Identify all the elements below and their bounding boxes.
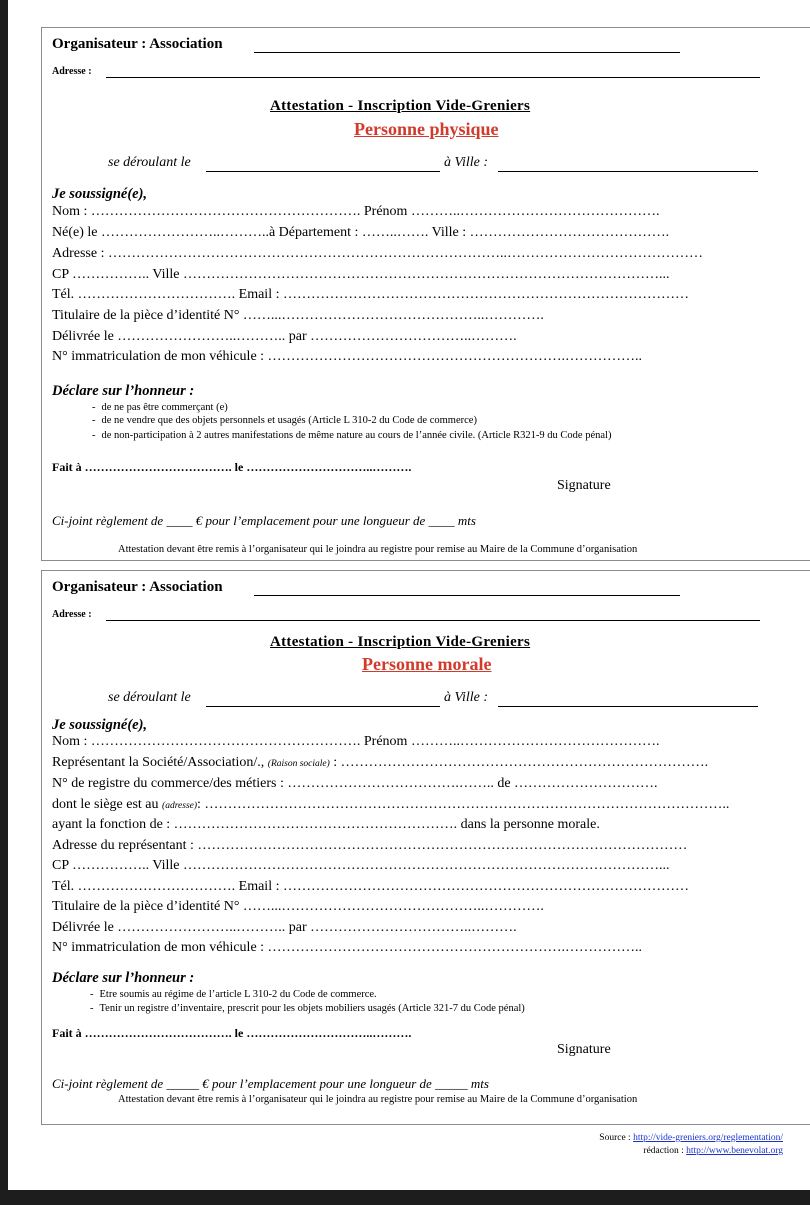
issued-line[interactable]: Délivrée le ……………………..……….. par ……………………………..………. [52, 920, 517, 935]
phone-email-line[interactable]: Tél. ……………………………. Email : …………………………………………………………………………… [52, 287, 689, 302]
form-footer: Attestation devant être remis à l’organisateur qui le joindra au registre pour remise au Maire de la Commune d’organisation [118, 544, 638, 555]
declaration-item: - Etre soumis au régime de l’article L 310-2 du Code de commerce. [90, 989, 377, 1000]
name-line[interactable]: Nom : …………………………………………………. Prénom ………..……………………………………. [52, 204, 660, 219]
address-line[interactable]: Adresse : …………………………………………………………………………..…………………………………… [52, 246, 703, 261]
page-left-edge [0, 0, 8, 1205]
date-blank[interactable] [206, 706, 440, 707]
form-subtitle: Personne morale [362, 654, 492, 674]
payment-line[interactable]: Ci-joint règlement de ____ € pour l’emplacement pour une longueur de ____ mts [52, 513, 476, 528]
signature-label: Signature [557, 1042, 611, 1057]
declare-label: Déclare sur l’honneur : [52, 383, 195, 399]
id-number-line[interactable]: Titulaire de la pièce d’identité N° ……...……………………………………..…………. [52, 308, 544, 323]
declaration-item: - de ne vendre que des objets personnels et usagés (Article L 310-2 du Code de commerce) [92, 415, 477, 426]
city-blank[interactable] [498, 171, 758, 172]
declaration-item: - de ne pas être commerçant (e) [92, 402, 228, 413]
held-on-label: se déroulant le [108, 155, 191, 170]
head-office-line[interactable]: dont le siège est au (adresse): ………………………………………………………………………………………………….. [52, 797, 730, 812]
undersigned-label: Je soussigné(e), [52, 186, 148, 202]
form-personne-physique [41, 27, 810, 561]
city-label: à Ville : [444, 690, 489, 705]
done-at-line[interactable]: Fait à ………………………………. le …………………………..………. [52, 460, 412, 474]
declare-label: Déclare sur l’honneur : [52, 970, 195, 986]
held-on-label: se déroulant le [108, 690, 191, 705]
undersigned-label: Je soussigné(e), [52, 717, 148, 733]
form-personne-morale [41, 570, 810, 1125]
address-blank[interactable] [106, 620, 760, 621]
phone-email-line[interactable]: Tél. ……………………………. Email : …………………………………………………………………………… [52, 879, 689, 894]
declaration-item: - de non-participation à 2 autres manifestations de même nature au cours de l’année civile. (Article R321-9 du Code pénal) [92, 430, 612, 441]
birth-line[interactable]: Né(e) le ……………………..………..à Département : ……..……. Ville : ……………………………………. [52, 225, 670, 240]
form-title: Attestation - Inscription Vide-Greniers [270, 98, 531, 114]
issued-line[interactable]: Délivrée le ……………………..……….. par ……………………………..………. [52, 329, 517, 344]
city-label: à Ville : [444, 155, 489, 170]
source-line: Source : http://vide-greniers.org/reglementation/ [599, 1133, 783, 1143]
source-link[interactable]: http://vide-greniers.org/reglementation/ [633, 1133, 783, 1143]
form-subtitle: Personne physique [354, 119, 499, 139]
organizer-blank[interactable] [254, 52, 680, 53]
id-number-line[interactable]: Titulaire de la pièce d’identité N° ……...……………………………………..…………. [52, 899, 544, 914]
redaction-line: rédaction : http://www.benevolat.org [643, 1146, 783, 1156]
date-blank[interactable] [206, 171, 440, 172]
name-line[interactable]: Nom : …………………………………………………. Prénom ………..……………………………………. [52, 734, 660, 749]
organizer-blank[interactable] [254, 595, 680, 596]
postcode-line[interactable]: CP …………….. Ville …………………………………………………………………………………………... [52, 267, 670, 282]
organizer-label: Organisateur : Association [52, 36, 223, 52]
page-bottom-edge [0, 1190, 810, 1205]
declaration-item: - Tenir un registre d’inventaire, prescrit pour les objets mobiliers usagés (Article 321-7 du Code pénal) [90, 1003, 525, 1014]
city-blank[interactable] [498, 706, 758, 707]
postcode-line[interactable]: CP …………….. Ville …………………………………………………………………………………………... [52, 858, 670, 873]
vehicle-line[interactable]: N° immatriculation de mon véhicule : ……………………………………………………….…………….. [52, 940, 643, 955]
vehicle-line[interactable]: N° immatriculation de mon véhicule : ……………………………………………………….…………….. [52, 349, 643, 364]
organizer-label: Organisateur : Association [52, 579, 223, 595]
trade-register-line[interactable]: N° de registre du commerce/des métiers : ……………………………….…….. de …………………………. [52, 776, 658, 791]
address-label: Adresse : [52, 609, 92, 620]
address-blank[interactable] [106, 77, 760, 78]
signature-label: Signature [557, 478, 611, 493]
form-footer: Attestation devant être remis à l’organisateur qui le joindra au registre pour remise au Maire de la Commune d’organisation [118, 1094, 638, 1105]
rep-address-line[interactable]: Adresse du représentant : …………………………………………………………………………………………… [52, 838, 688, 853]
form-title: Attestation - Inscription Vide-Greniers [270, 634, 531, 650]
redaction-link[interactable]: http://www.benevolat.org [686, 1146, 783, 1156]
done-at-line[interactable]: Fait à ………………………………. le …………………………..………. [52, 1026, 412, 1040]
function-line[interactable]: ayant la fonction de : ……………………………………………………. dans la personne morale. [52, 817, 600, 832]
representing-line[interactable]: Représentant la Société/Association/., (Raison sociale) : ……………………………………………………………………. [52, 755, 709, 770]
address-label: Adresse : [52, 66, 92, 77]
payment-line[interactable]: Ci-joint règlement de _____ € pour l’emplacement pour une longueur de _____ mts [52, 1076, 489, 1091]
